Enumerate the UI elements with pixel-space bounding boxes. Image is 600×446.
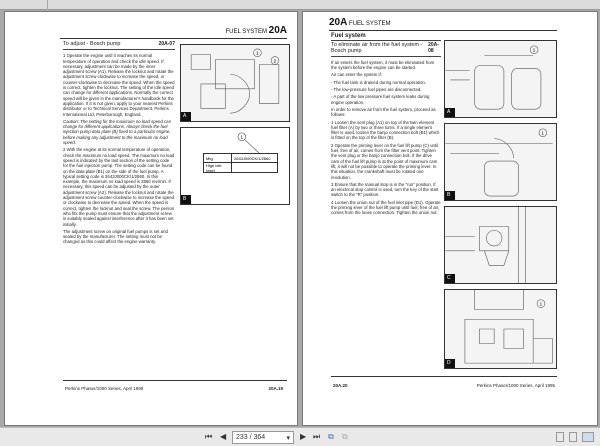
svg-text:1: 1: [255, 51, 259, 57]
paragraph: Air can enter the system if:: [331, 72, 382, 78]
continuous-view-icon[interactable]: [569, 432, 577, 442]
paragraph: 1 Loosen the vent plug (A1) on top of the twin element fuel filter (A) by two or three turns. If a single element filter is used, loosen the banjo connection bolt (B1) which is fitted on the top of the filter (B).: [331, 119, 440, 141]
last-page-icon[interactable]: ⏭: [313, 432, 321, 441]
section-title: To adjust - Bosch pump: [63, 41, 121, 47]
svg-text:1: 1: [240, 135, 244, 141]
header-rule: [329, 30, 557, 31]
figure-label: C: [445, 274, 455, 283]
data-plate: [203, 153, 278, 173]
svg-text:1: 1: [532, 48, 536, 54]
figure-a-pump: [180, 44, 290, 122]
copy-icon[interactable]: ⧉: [328, 432, 334, 441]
figure-label: B: [181, 195, 191, 204]
svg-text:2: 2: [273, 59, 277, 65]
previous-page-icon[interactable]: ◀: [220, 432, 227, 441]
figure-label: D: [445, 359, 455, 368]
paragraph: 3 Ensure that the manual stop is in the "run" position. If an electrical stop control is used, turn the key of the start switch to the "R" position.: [331, 181, 439, 198]
right-page: [302, 11, 598, 426]
header-code: 20A: [329, 17, 348, 28]
section-title: Fuel system: [331, 34, 441, 41]
figure-label: A: [445, 108, 455, 117]
header-label: FUEL SYSTEM: [225, 29, 267, 35]
figure-c-lift-pump: [444, 206, 557, 284]
page-dropdown-icon[interactable]: ▾: [286, 435, 290, 442]
mtg-label: Mtg: [204, 154, 232, 162]
top-bar: [0, 0, 600, 10]
paragraph: 2 Operate the priming lever on the fuel lift pump (C) until fuel, free of air, comes from the filter vent point. Tighten the vent plug or the banjo connection bolt. If the drive cam of the fuel lift pump is at the point of maximum cam lift, it will not be possible to operate the priming lever. In this situation, the crankshaft must be rotated one revolution.: [331, 142, 438, 180]
page-header: [226, 25, 287, 36]
two-page-view-icon[interactable]: [582, 432, 594, 442]
figure-b-single-filter: [444, 123, 557, 201]
figure-a-twin-filter: [444, 40, 557, 118]
section-code: 20A-08: [428, 42, 439, 54]
paragraph: 2 With the engine at its normal temperature of operation, check the maximum no load speed. The maximum no load speed is indicated by the last section of the setting code for the fuel injection pump. The setting code can be found on the data plate (B1) on the side of the fuel pump. A typical setting code is 2643J000CK/1/2860. In this example, the maximum no load speed is 2860 rev/min. If necessary, this speed can be adjusted by the outer adjustment screw (A2). Release the locknut and rotate the adjustment screw counter-clockwise to increase the speed or clockwise to decrease the speed. When the speed is correct, tighten the locknut and seal the screw. The person who fits the pump must ensure that the adjustment screw is suitably sealed against interference after it has been set initially.: [63, 147, 175, 227]
paragraph: In order to remove air from the fuel system, proceed as follows:: [331, 106, 436, 118]
reset-label: High idle reset: [204, 163, 232, 172]
footer-rule: [331, 376, 557, 377]
page-number: 20A.20: [333, 383, 348, 388]
mtg-value: 2643J000CK/1/2860: [234, 155, 271, 161]
figure-label: B: [445, 191, 455, 200]
text-column: [63, 42, 175, 247]
paste-icon[interactable]: ⧉: [342, 432, 348, 441]
paragraph: If air enters the fuel system, it must be eliminated from the system before the engine can be started.: [331, 59, 435, 71]
svg-text:1: 1: [539, 302, 543, 308]
text-column: [331, 34, 441, 218]
document-tab[interactable]: [0, 0, 48, 10]
footer-rule: [63, 380, 287, 381]
header-label: FUEL SYSTEM: [349, 21, 391, 27]
caution-text: Caution: The setting for the maximum no load speed can change for different applications. Always check the fuel injection pump data plate (B) fixed to a particular engine, before making any adjustment to the maximum no load speed.: [63, 118, 171, 146]
paragraph: - The fuel tank is drained during normal operation.: [331, 79, 426, 85]
single-page-view-icon[interactable]: [556, 432, 564, 442]
paragraph: - The low-pressure fuel pipes are disconnected.: [331, 87, 422, 93]
paragraph: 4 Loosen the union nut of the fuel inlet pipe (D1). Operate the priming lever of the fuel lift pump until fuel, free of air, comes from the loose connection. Tighten the union nut.: [331, 199, 441, 216]
viewer-toolbar: [0, 427, 600, 446]
section-code: 20A-07: [158, 41, 175, 47]
sub-title: To eliminate air from the fuel system - Bosch pump: [331, 42, 423, 54]
footer-right: Perkins Phaser/1000 Series, April 1995: [476, 383, 555, 388]
figure-label: A: [181, 112, 191, 121]
first-page-icon[interactable]: ⏮: [205, 432, 213, 441]
paragraph: 1 Operate the engine until it reaches its normal temperature of operation and check the idle speed. If necessary, adjustment can be made by the inner adjustment screw (A1). Release the locknut and rotate the adjustment screw clockwise to increase the speed, or counter-clockwise to decrease the speed. When the speed is correct, tighten the locknut. The setting of the idle speed can change for different applications. Normally the correct speed will be given in the manufacturer's handbook for the application. If it is not given, apply to your nearest Perkins distributor or to Technical Services Department, Perkins International Ltd, Peterborough, England.: [63, 53, 175, 117]
next-page-icon[interactable]: ▶: [300, 432, 307, 441]
header-code: 20A: [268, 25, 287, 36]
header-rule: [60, 38, 287, 39]
figure-d-fuel-inlet: [444, 289, 557, 369]
paragraph: - A part of the low pressure fuel system leaks during engine operation.: [331, 94, 430, 105]
page-number-input[interactable]: [232, 431, 294, 444]
svg-text:1: 1: [541, 131, 545, 137]
footer-left: Perkins Phaser/1000 Series, April 1995: [65, 386, 144, 391]
paragraph: The adjustment screw on original fuel pumps is set and sealed by the manufacturer. The setting must not be changed as this could affect the engine warranty.: [63, 228, 168, 245]
left-page: [4, 11, 298, 426]
figure-b-data-plate: [180, 127, 290, 205]
page-indicator: 233 / 364: [236, 434, 266, 441]
page-number: 20A.19: [268, 386, 283, 391]
page-header: [329, 17, 390, 28]
